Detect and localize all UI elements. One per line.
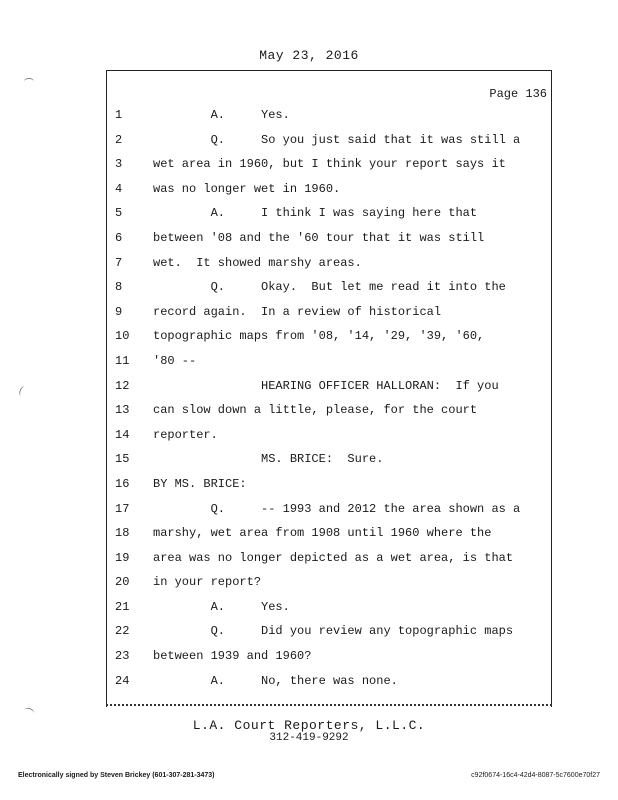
line-text: reporter. [153,427,218,442]
line-text: between 1939 and 1960? [153,649,312,664]
line-text: '80 -- [153,353,197,368]
transcript-page-frame [106,70,552,707]
line-number: 16 [115,476,130,491]
line-number: 5 [115,206,123,221]
line-number: 13 [115,403,130,418]
line-text: wet. It showed marshy areas. [153,255,362,270]
line-number: 12 [115,378,130,393]
transcript-line [107,275,551,300]
transcript-line [107,349,551,374]
electronic-signature-note: Electronically signed by Steven Brickey (601-307-281-3473) [18,772,215,779]
line-number: 20 [115,575,130,590]
line-text: area was no longer depicted as a wet area, is that [153,550,514,565]
line-number: 17 [115,501,130,516]
transcript-line [107,300,551,325]
transcript-line [107,497,551,522]
document-id: c92f0674-16c4-42d4-8087-5c7600e70f27 [471,772,600,779]
line-text: A. Yes. [153,599,290,614]
line-number: 18 [115,526,130,541]
line-text: was no longer wet in 1960. [153,181,341,196]
deposition-date: May 23, 2016 [259,48,359,63]
court-reporter-phone: 312-419-9292 [269,732,349,744]
transcript-line [107,595,551,620]
line-text: MS. BRICE: Sure. [153,452,384,467]
line-number: 24 [115,673,130,688]
frame-bottom-border [106,704,552,706]
line-number: 15 [115,452,130,467]
transcript-line [107,472,551,497]
line-text: wet area in 1960, but I think your report says it [153,157,506,172]
line-number: 11 [115,353,130,368]
line-number: 6 [115,230,123,245]
transcript-line [107,152,551,177]
transcript-line [107,251,551,276]
line-number: 2 [115,132,123,147]
transcript-line [107,177,551,202]
transcript-line [107,644,551,669]
transcript-line [107,669,551,694]
line-text: can slow down a little, please, for the court [153,403,478,418]
line-number: 19 [115,550,130,565]
transcript-line [107,546,551,571]
line-number: 3 [115,157,123,172]
transcript-line [107,226,551,251]
line-number: 4 [115,181,123,196]
line-number: 1 [115,108,123,122]
line-text: A. No, there was none. [153,673,398,688]
transcript-line [107,423,551,448]
punch-hole-mark [23,707,35,717]
transcript-line [107,447,551,472]
line-text: marshy, wet area from 1908 until 1960 where the [153,526,492,541]
line-number: 21 [115,599,130,614]
transcript-line [107,324,551,349]
line-text: between '08 and the '60 tour that it was still [153,230,485,245]
court-reporter-company: L.A. Court Reporters, L.L.C. [192,718,426,733]
line-text: Q. Did you review any topographic maps [153,624,514,639]
punch-hole-mark [18,386,28,398]
line-text: in your report? [153,575,262,590]
transcript-lines [107,103,551,693]
transcript-line [107,398,551,423]
line-text: Q. -- 1993 and 2012 the area shown as a [153,501,521,516]
transcript-line [107,619,551,644]
line-number: 8 [115,280,123,295]
transcript-line [107,570,551,595]
page-number: Page 136 [489,87,547,101]
transcript-line [107,374,551,399]
line-text: A. Yes. [153,108,290,122]
line-text: Q. So you just said that it was still a [153,132,521,147]
line-number: 23 [115,649,130,664]
line-text: topographic maps from '08, '14, '29, '39, '60, [153,329,485,344]
line-number: 7 [115,255,123,270]
punch-hole-mark [24,78,34,85]
line-text: record again. In a review of historical [153,304,442,319]
transcript-line [107,201,551,226]
line-text: A. I think I was saying here that [153,206,478,221]
line-number: 22 [115,624,130,639]
line-text: Q. Okay. But let me read it into the [153,280,506,295]
line-text: HEARING OFFICER HALLORAN: If you [153,378,499,393]
transcript-line [107,521,551,546]
line-number: 14 [115,427,130,442]
line-number: 9 [115,304,123,319]
transcript-line [107,103,551,128]
transcript-line [107,128,551,153]
line-number: 10 [115,329,130,344]
line-text: BY MS. BRICE: [153,476,247,491]
